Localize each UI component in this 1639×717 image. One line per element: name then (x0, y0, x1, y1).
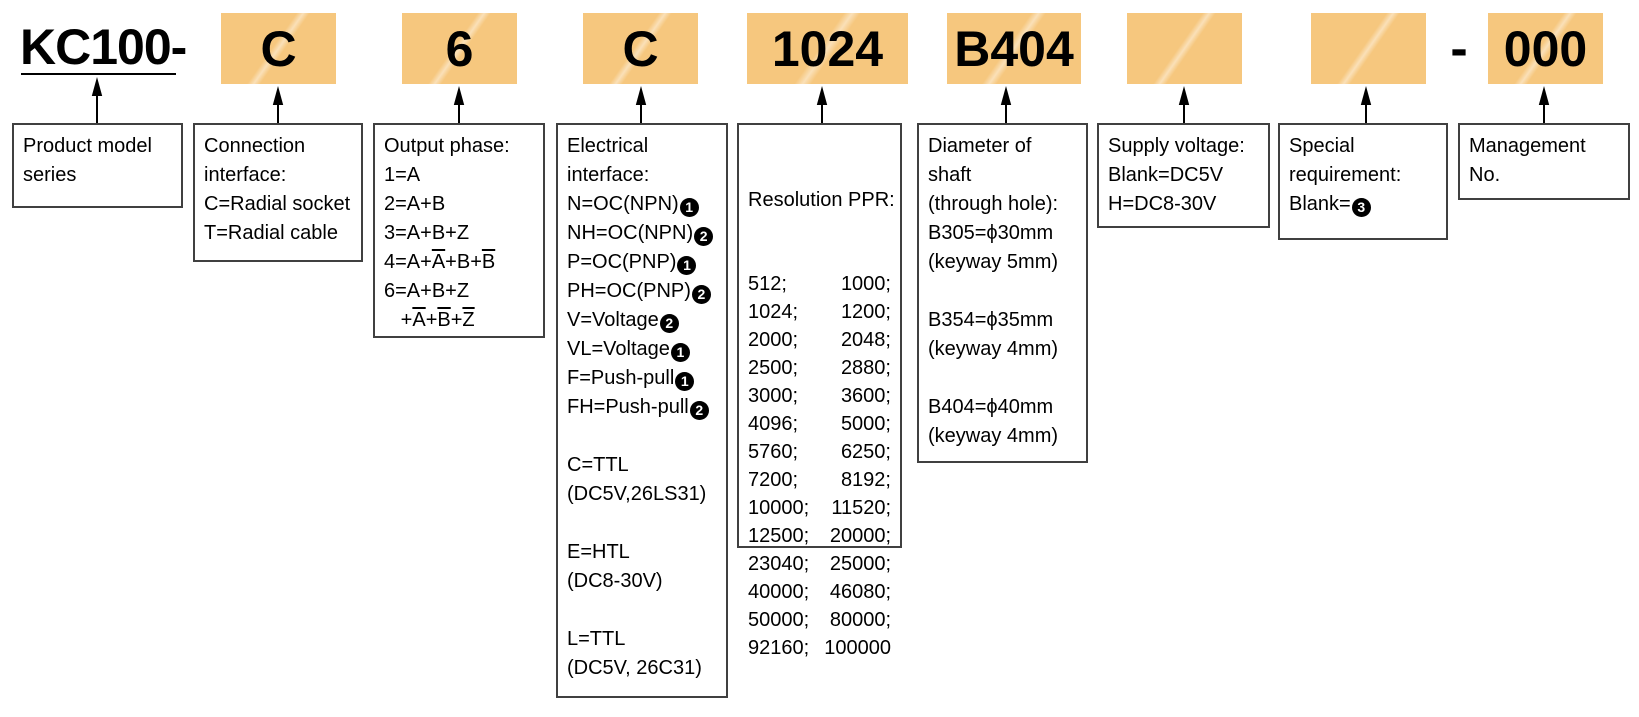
overlined-signal: $\overline{A}$ (431, 251, 446, 273)
segment-management-no: 000 (1488, 13, 1603, 84)
resolution-list (748, 270, 891, 662)
box-resolution-ppr (737, 123, 902, 659)
box-line: B354=ϕ35mm (928, 309, 1054, 331)
segment-supply-voltage (1127, 13, 1242, 84)
resolution-value: 80000; (829, 609, 891, 631)
circled-number-icon: 1 (680, 198, 699, 217)
resolution-row (748, 466, 891, 494)
box-line: Management (1469, 135, 1586, 157)
box-line: 6=A+B+Z (384, 280, 470, 302)
box-line: VL=Voltage 1 (567, 335, 717, 364)
box-line (567, 596, 717, 625)
box-line: No. (1469, 164, 1501, 186)
box-line: N=OC(NPN) 1 (567, 190, 717, 219)
resolution-row (748, 354, 891, 382)
resolution-value: 11520; (831, 497, 891, 519)
box-line: shaft (928, 164, 972, 186)
resolution-value: 7200; (748, 469, 799, 491)
resolution-value: 2500; (748, 357, 799, 379)
resolution-value: 5000; (840, 413, 891, 435)
circled-number-icon: 1 (675, 372, 694, 391)
box-electrical-interface (556, 123, 728, 698)
resolution-value: 10000; (748, 497, 810, 519)
resolution-row (748, 438, 891, 466)
resolution-value: 1200; (840, 301, 891, 323)
segment-resolution: 1024 (747, 13, 908, 84)
box-line: 2=A+B (384, 193, 446, 215)
box-product-model (12, 123, 183, 208)
resolution-row (748, 270, 891, 298)
box-line: B305=ϕ30mm (928, 222, 1054, 244)
box-line: Product model (23, 135, 152, 157)
box-special-requirement (1278, 123, 1448, 240)
segment-connection-interface: C (221, 13, 336, 84)
box-line: series (23, 164, 77, 186)
box-line: Output phase: (384, 135, 510, 157)
resolution-value: 3000; (748, 385, 799, 407)
resolution-value: 2048; (840, 329, 891, 351)
resolution-row (748, 606, 891, 634)
circled-number-icon: 2 (694, 227, 713, 246)
box-line: Blank= 3 (1289, 190, 1437, 219)
box-line: 3=A+B+Z (384, 222, 470, 244)
box-line: H=DC8-30V (1108, 193, 1217, 215)
box-line: E=HTL (567, 541, 630, 563)
circled-number-icon: 3 (1352, 198, 1371, 217)
box-line: V=Voltage 2 (567, 306, 717, 335)
circled-number-icon: 1 (677, 256, 696, 275)
box-line: Blank=DC5V (1108, 164, 1224, 186)
box-line: L=TTL (567, 628, 626, 650)
segment-electrical-interface: C (583, 13, 698, 84)
resolution-value: 46080; (829, 581, 891, 603)
resolution-row (748, 298, 891, 326)
resolution-title: Resolution PPR: (748, 189, 895, 211)
box-line: $4=A+\overline{A}+B+\overline{B}$ (384, 251, 496, 273)
box-line (567, 422, 717, 451)
overlined-signal: $\overline{Z}$ (462, 309, 475, 331)
box-line: C=Radial socket (204, 193, 351, 215)
box-line: T=Radial cable (204, 222, 338, 244)
resolution-row (748, 326, 891, 354)
box-connection-interface (193, 123, 363, 262)
box-line: interface: (204, 164, 287, 186)
box-line: 1=A (384, 164, 421, 186)
resolution-row (748, 410, 891, 438)
circled-number-icon: 2 (660, 314, 679, 333)
arrow-electrical-interface (636, 86, 646, 123)
box-line: P=OC(PNP) 1 (567, 248, 717, 277)
box-line (928, 364, 1077, 393)
box-line: (DC5V,26LS31) (567, 483, 707, 505)
arrow-supply-voltage (1179, 86, 1189, 123)
box-supply-voltage (1097, 123, 1270, 228)
resolution-value: 2000; (748, 329, 799, 351)
box-line: requirement: (1289, 164, 1402, 186)
resolution-value: 100000 (824, 637, 891, 659)
arrow-output-phase (454, 86, 464, 123)
arrow-special-requirement (1361, 86, 1371, 123)
box-line: (through hole): (928, 193, 1059, 215)
segment-shaft-diameter: B404 (947, 13, 1081, 84)
box-output-phase (373, 123, 545, 338)
circled-number-icon: 2 (692, 285, 711, 304)
box-line: NH=OC(NPN) 2 (567, 219, 717, 248)
resolution-row (748, 578, 891, 606)
resolution-value: 2880; (840, 357, 891, 379)
resolution-value: 6250; (840, 441, 891, 463)
resolution-value: 23040; (748, 553, 810, 575)
arrow-product-model (92, 77, 102, 123)
resolution-value: 25000; (829, 553, 891, 575)
box-line: C=TTL (567, 454, 629, 476)
overlined-signal: $\overline{B}$ (437, 309, 451, 331)
overlined-signal: $\overline{B}$ (481, 251, 496, 273)
box-line: FH=Push-pull 2 (567, 393, 717, 422)
box-line: PH=OC(PNP) 2 (567, 277, 717, 306)
code-separator: - (1450, 19, 1468, 78)
resolution-value: 4096; (748, 413, 799, 435)
box-line: B404=ϕ40mm (928, 396, 1054, 418)
model-prefix: KC100- (20, 19, 187, 75)
box-line (928, 277, 1077, 306)
resolution-value: 1024; (748, 301, 799, 323)
resolution-value: 20000; (829, 525, 891, 547)
box-line: Supply voltage: (1108, 135, 1245, 157)
resolution-value: 5760; (748, 441, 799, 463)
box-line: (keyway 4mm) (928, 338, 1059, 360)
resolution-row (748, 550, 891, 578)
box-line: Special (1289, 135, 1355, 157)
box-line: Connection (204, 135, 306, 157)
box-line: F=Push-pull 1 (567, 364, 717, 393)
box-line: (keyway 4mm) (928, 425, 1059, 447)
resolution-value: 1000; (840, 273, 891, 295)
resolution-value: 512; (748, 273, 787, 295)
arrow-shaft-diameter (1001, 86, 1011, 123)
resolution-row (748, 634, 891, 662)
circled-number-icon: 2 (690, 401, 709, 420)
box-line: (DC8-30V) (567, 570, 663, 592)
box-shaft-diameter (917, 123, 1088, 463)
overlined-signal: $\overline{A}$ (412, 309, 426, 331)
resolution-value: 12500; (748, 525, 810, 547)
arrow-connection-interface (273, 86, 283, 123)
resolution-value: 92160; (748, 637, 810, 659)
segment-special-requirement (1311, 13, 1426, 84)
box-line: (keyway 5mm) (928, 251, 1059, 273)
resolution-value: 40000; (748, 581, 810, 603)
resolution-value: 3600; (840, 385, 891, 407)
arrow-resolution (817, 86, 827, 123)
circled-number-icon: 1 (671, 343, 690, 362)
box-line: Electrical (567, 135, 649, 157)
resolution-value: 8192; (840, 469, 891, 491)
resolution-row (748, 522, 891, 550)
box-line: interface: (567, 164, 650, 186)
box-line: (DC5V, 26C31) (567, 657, 702, 679)
segment-output-phase: 6 (402, 13, 517, 84)
box-line: $+\overline{A}+\overline{B}+\overline{Z}$ (384, 309, 475, 331)
resolution-value: 50000; (748, 609, 810, 631)
arrow-management-no (1539, 86, 1549, 123)
box-line (567, 509, 717, 538)
box-line: Diameter of (928, 135, 1032, 157)
resolution-row (748, 382, 891, 410)
box-management-no (1458, 123, 1630, 200)
resolution-row (748, 494, 891, 522)
